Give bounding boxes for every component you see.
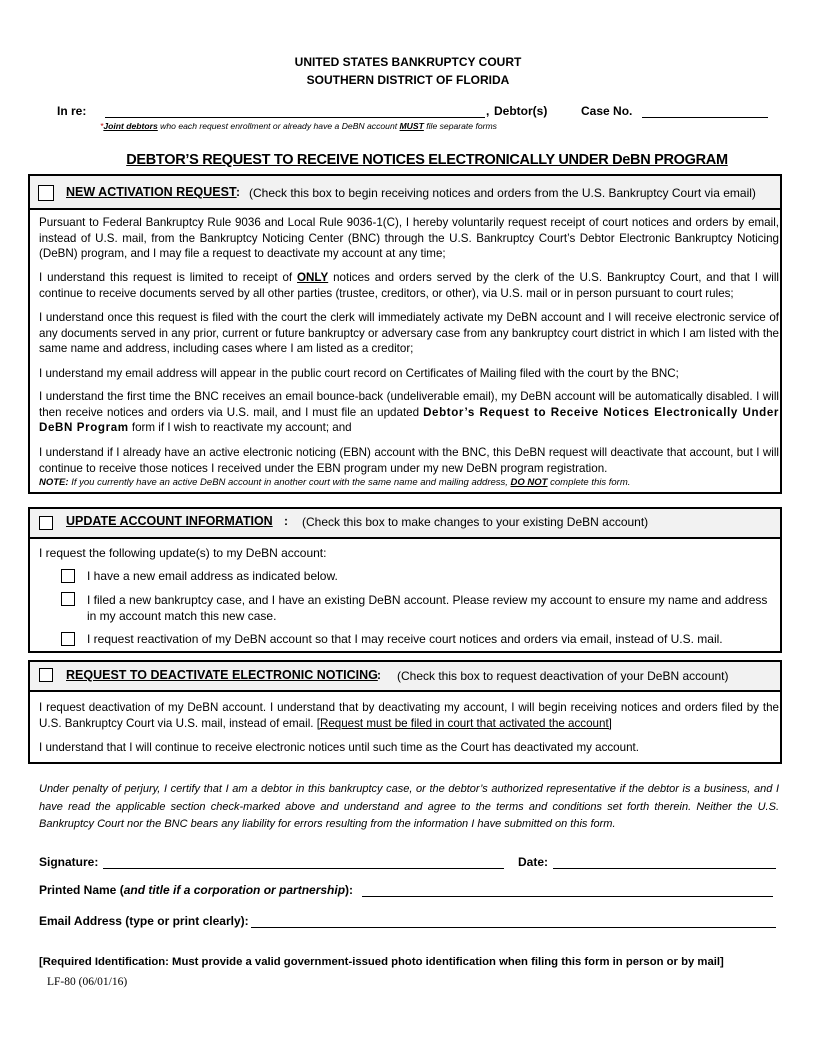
- form-number: LF-80 (06/01/16): [47, 976, 128, 988]
- deactivate-note: (Check this box to request deactivation of your DeBN account): [397, 669, 729, 683]
- update-account-colon: :: [284, 514, 288, 528]
- activation-paragraph-6: I understand if I already have an active electronic noticing (EBN) account with the BNC, this DeBN request will deactivate that account, but I will continue to receive those notices I received under the EBN program under my new DeBN program registration.: [39, 446, 779, 475]
- date-label: Date:: [518, 855, 549, 869]
- new-email-checkbox[interactable]: [61, 569, 75, 583]
- email-field[interactable]: [251, 927, 776, 928]
- signature-field[interactable]: [103, 868, 504, 869]
- new-activation-note: (Check this box to begin receiving notices and orders from the U.S. Bankruptcy Court via email): [249, 186, 756, 200]
- reactivation-checkbox[interactable]: [61, 632, 75, 646]
- new-activation-title: NEW ACTIVATION REQUEST: [66, 185, 237, 199]
- new-case-option: I filed a new bankruptcy case, and I have an existing DeBN account. Please review my account to ensure my name and address in my account match this new case.: [87, 593, 768, 623]
- activation-paragraph-2: I understand this request is limited to receipt of ONLY notices and orders served by the clerk of the U.S. Bankruptcy Court, and that I will continue to receive documents served by all other parties (trustee, creditors, or other), via U.S. mail or in person pursuant to court rules;: [39, 271, 779, 300]
- printed-name-label: Printed Name (and title if a corporation or partnership):: [39, 883, 354, 897]
- deactivate-checkbox[interactable]: [39, 668, 53, 682]
- date-field[interactable]: [553, 868, 776, 869]
- required-identification: [Required Identification: Must provide a valid government-issued photo identification when filing this form in person or by mail]: [39, 956, 724, 968]
- case-no-label: Case No.: [581, 104, 633, 118]
- new-activation-colon: :: [236, 185, 240, 199]
- deactivate-paragraph-2: I understand that I will continue to receive electronic notices until such time as the Court has deactivated my account.: [39, 741, 639, 754]
- update-intro: I request the following update(s) to my DeBN account:: [39, 546, 327, 560]
- joint-debtors-note: *Joint debtors who each request enrollment or already have a DeBN account MUST file separate forms: [100, 121, 497, 131]
- court-district: SOUTHERN DISTRICT OF FLORIDA: [306, 73, 510, 87]
- certification-text: Under penalty of perjury, I certify that I am a debtor in this bankruptcy case, or the debtor’s authorized representative if the debtor is a business, and I have read the applicable section check-marked above and understand and agree to the terms and conditions set forth therein. Neither the U.S. Bankruptcy Court nor the BNC bears any liability for errors resulting from the information I have submitted on this form.: [39, 783, 779, 830]
- signature-label: Signature:: [39, 855, 99, 869]
- deactivate-colon: :: [377, 668, 381, 682]
- case-number-field[interactable]: [642, 117, 768, 118]
- in-re-label: In re:: [57, 104, 87, 118]
- activation-paragraph-1: Pursuant to Federal Bankruptcy Rule 9036 and Local Rule 9036-1(C), I hereby voluntarily request receipt of court notices and orders by email, instead of U.S. mail, from the Bankruptcy Noticing Center (BNC) through the U.S. Bankruptcy Court’s Debtor Electronic Bankruptcy Noticing (DeBN) program, and I may file a request to deactivate my account at any time;: [39, 216, 779, 260]
- activation-note: NOTE: If you currently have an active DeBN account in another court with the same name and mailing address, DO NOT complete this form.: [39, 477, 631, 488]
- deactivate-title: REQUEST TO DEACTIVATE ELECTRONIC NOTICING: [66, 668, 378, 682]
- activation-paragraph-3: I understand once this request is filed with the court the clerk will immediately activate my DeBN account and I will receive electronic service of any documents served in any prior, current or future bankruptcy or adversary case from any bankruptcy court district in which I am listed with the same name and address, including cases where I am listed as a creditor;: [39, 311, 779, 355]
- new-case-checkbox[interactable]: [61, 592, 75, 606]
- update-account-note: (Check this box to make changes to your existing DeBN account): [302, 515, 649, 529]
- form-title: DEBTOR’S REQUEST TO RECEIVE NOTICES ELECTRONICALLY UNDER DeBN PROGRAM: [126, 152, 728, 168]
- printed-name-field[interactable]: [362, 896, 773, 897]
- activation-paragraph-4: I understand my email address will appear in the public court record on Certificates of Mailing filed with the court by the BNC;: [39, 367, 679, 380]
- email-label: Email Address (type or print clearly):: [39, 914, 249, 928]
- update-account-title: UPDATE ACCOUNT INFORMATION: [66, 514, 273, 528]
- new-activation-checkbox[interactable]: [38, 185, 54, 201]
- debtor-name-field[interactable]: [105, 117, 485, 118]
- activation-paragraph-5: I understand the first time the BNC receives an email bounce-back (undeliverable email), my DeBN account will be automatically disabled. I will then receive notices and orders via U.S. mail, and I must file an updated Debtor’s Request to Receive Notices Electronically Under DeBN Program form if I wish to reactivate my account; and: [39, 390, 779, 434]
- court-name: UNITED STATES BANKRUPTCY COURT: [294, 55, 522, 69]
- debtors-label: Debtor(s): [494, 104, 548, 118]
- new-email-option: I have a new email address as indicated below.: [87, 569, 338, 583]
- deactivate-paragraph-1: I request deactivation of my DeBN account. I understand that by deactivating my account, I will begin receiving notices and orders filed by the U.S. Bankruptcy Court via U.S. mail, instead of email. [Request must be filed in court that activated the account]: [39, 701, 779, 730]
- update-account-checkbox[interactable]: [39, 516, 53, 530]
- comma: ,: [486, 104, 490, 118]
- reactivation-option: I request reactivation of my DeBN account so that I may receive court notices and orders via email, instead of U.S. mail.: [87, 632, 723, 646]
